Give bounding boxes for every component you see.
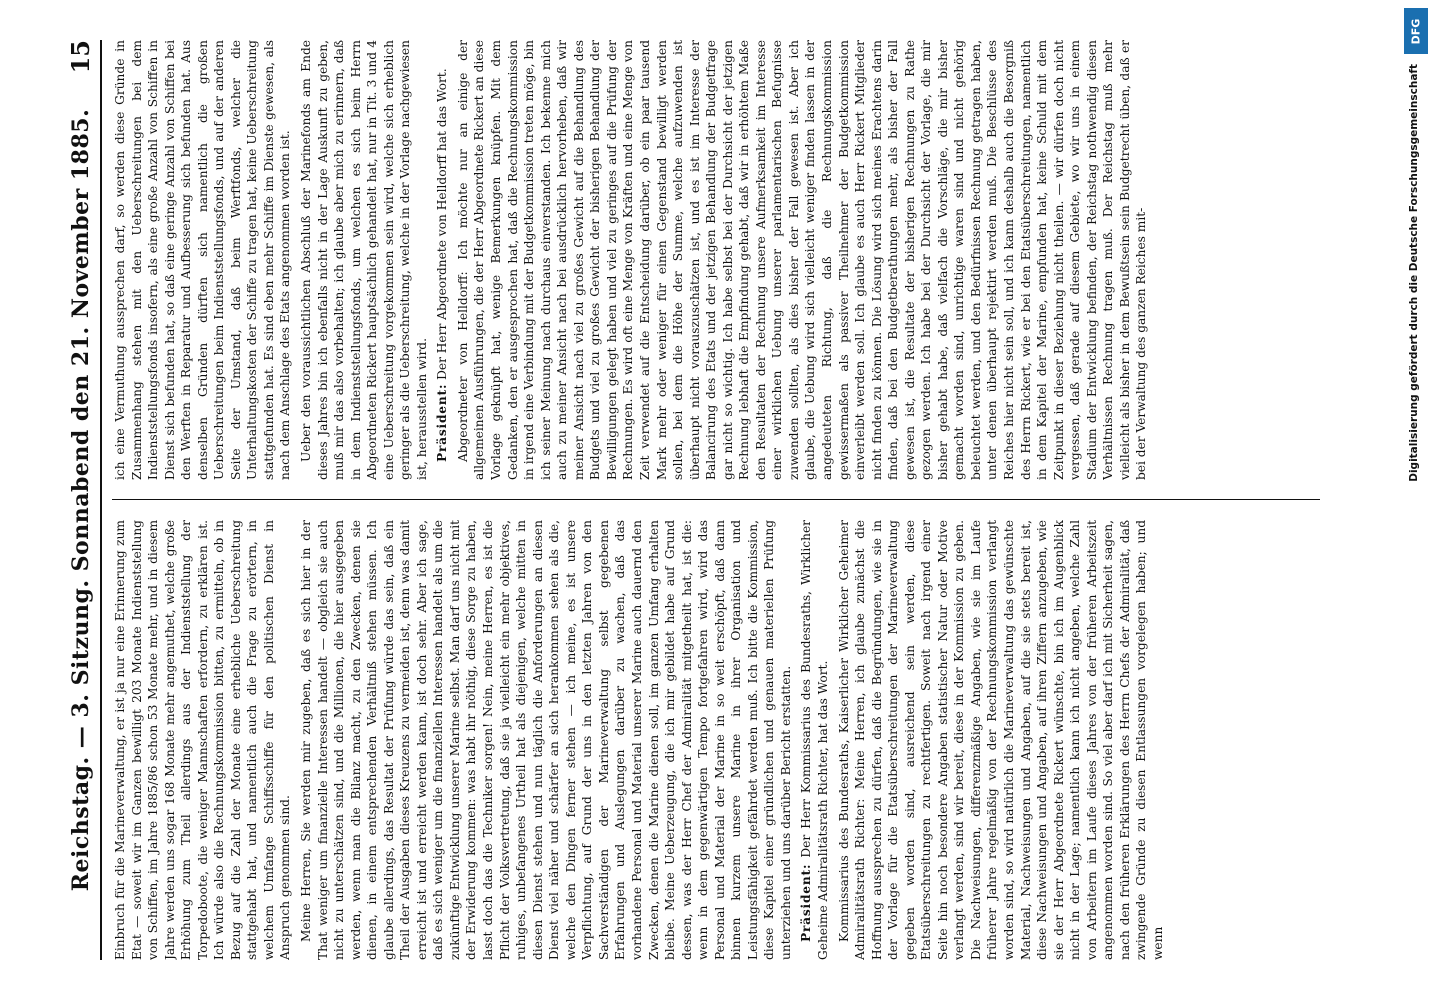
paragraph: Abgeordneter von Helldorff: Ich möchte nur an einige der allgemeinen Ausführungen, die der Herr Abgeordnete Rickert an diese Vorlage geknüpft hat, wenige Bemerkungen knüpfen. Mit dem Gedanken, den er ausgesprochen hat, daß die Rechnungskommission in irgend eine Verbindung mit der Budgetkommission treten möge, bin ich seiner Meinung nach durchaus einverstanden. Ich bekenne mich auch zu meiner Ansicht nach bei ausdrücklich hervorheben, daß wir meiner Ansicht nach viel zu großes Gewicht auf die Behandlung des Budgets und viel zu großes Gewicht der bisherigen Behandlung der Bewilligungen gelegt haben und viel zu geringes auf die Prüfung der Rechnungen. Es wird oft eine Menge von Kräften und eine Menge von Zeit verwendet auf die Entscheidung darüber, ob ein paar tausend Mark mehr oder weniger für einen Gegenstand bewilligt werden sollen, bei dem die Höhe der Summe, welche aufzuwenden ist überhaupt nicht vorauszuschätzen ist, und es ist im Interesse der Balancirung des Etats und der jetzigen Behandlung der Budgetfrage gar nicht so wichtig. Ich habe selbst bei der Durchsicht der jetzigen Rechnung lebhaft die Empfindung gehabt, daß wir in erhöhtem Maße den Resultaten der Rechnung unsere Aufmerksamkeit im Interesse einer wirklichen Uebung unserer parlamentarischen Befugnisse zuwenden sollten, als dies bisher der Fall gewesen ist. Aber ich glaube, die Uebung wird sich vielleicht weniger finden lassen in der angedeuteten Richtung, daß die Rechnungskommission gewissermaßen als passiver Theilnehmer der Budgetkommission einverleibt werden soll. Ich glaube es auch Herr Rickert Mitglieder nicht finden zu können. Die Lösung wird sich meines Erachtens darin finden, daß bei den Budgetberathungen mehr, als bisher der Fall gewesen ist, die Resultate der bisherigen Rechnungen zu Rathe gezogen werden. Ich habe bei der Durchsicht der Vorlage, die mir bisher gehabt habe, daß vielfach die Vorschläge, die mir bisher gemacht worden sind, unrichtige waren sind und nicht gehörig beleuchtet werden, und den Bedürfnissen Rechnung getragen haben, unter denen überhaupt rejektirt werden muß. Die Beschlüsse des Reiches hier nicht sein soll, und ich kann deshalb auch die Besorgniß des Herrn Rickert, wie er bei den Etatsüberschreitungen, namentlich in dem Kapitel der Marine, empfunden hat, keine Schuld mit dem Zeitpunkt in dieser Beziehung nicht theilen. — wir dürfen doch nicht vergessen, daß gerade auf diesem Gebiete, wo wir uns in einem Stadium der Entwicklung befinden, der Reichstag nothwendig diesen Verhältnissen Rechnung tragen muß. Der Reichstag muß mehr vielleicht als bisher in dem Bewußtsein sein Budgetrecht üben, daß er bei der Verwaltung des ganzen Reiches mit- [455,40,1149,480]
column-divider [112,499,1320,500]
scanned-page [20,0,1380,1000]
right-column [112,40,1320,480]
dfg-sidebar [1402,8,1430,648]
page-number: 15 [66,40,95,74]
speaker-text: Der Herr Kommissarius des Bundesraths, Wirklicher Geheime Admiralitätsrath Richter, hat das Wort. [799,520,830,960]
paragraph: Meine Herren, Sie werden mir zugeben, daß es sich hier in der That weniger um finanzielle Interessen handelt — obgleich sie auch nicht zu unterschätzen sind, und die Millionen, die hier ausgegeben werden, wenn man die Bilanz macht, zu den Zwecken, denen sie dienen, in einem entsprechenden Verhältniß stehen müssen. Ich glaube allerdings, das Resultat der Prüfung würde das sein, daß ein Theil der Ausgaben dieses Kreuzens zu vermeiden ist, denn was damit erreicht ist und erreicht werden kann, ist doch sehr. Aber ich sage, daß es sich weniger um die finanziellen Interessen handelt als um die zukünftige Entwicklung unserer Marine selbst. Man darf uns nicht mit der Erwiderung kommen: was habt ihr nöthig, diese Sorge zu haben, lasst doch das die Techniker sorgen! Nein, meine Herren, es ist die Pflicht der Volksvertretung, daß sie ja vielleicht ein mehr objektives, ruhiges, unbefangenes Urtheil hat als diejenigen, welche mitten in diesen Dienst stehen und nun täglich die Anforderungen an diesen Dienst viel näher und schärfer an sich herankommen sehen als die, welche den Dingen ferner stehen — ich meine, es ist unsere Verpflichtung, auf Grund der uns in den letzten Jahren von den Sachverständigen der Marineverwaltung selbst gegebenen Erfahrungen und Auslegungen darüber zu wachen, daß das vorhandene Personal und Material unserer Marine auch dauernd den Zwecken, denen die Marine dienen soll, im ganzen Umfang erhalten bleibe. Meine Ueberzeugung, die ich mir gebildet habe auf Grund dessen, was der Herr Chef der Admiralität mitgetheilt hat, ist die: wenn in dem gegenwärtigen Tempo fortgefahren wird, wird das Personal und Material der Marine in so weit erschöpft, daß dann binnen kurzem unsere Marine in ihrer Organisation und Leistungsfähigkeit gefährdet werden muß. Ich bitte die Kommission, diese Kapitel einer gründlichen und genauen materiellen Prüfung unterziehen und uns darüber Bericht erstatten. [299,520,793,960]
speaker-label: Präsident: [799,863,814,942]
speaker-paragraph [434,40,451,480]
dfg-caption: Digitalisierung gefördert durch die Deutsche Forschungsgemeinschaft [1408,64,1420,482]
page-header [66,40,102,960]
speaker-label: Präsident: [435,383,450,462]
paragraph: Einbruch für die Marineverwaltung, er ist ja nur eine Erinnerung zum Etat — soweit wir im Ganzen bewilligt 203 Monate Indienststellung von Schiffen, im Jahre 1885/86 schon 53 Monate mehr, und in diesem Jahre werden uns sogar 168 Monate mehr angemuthet, welche große Erhöhung zum Theil allerdings aus der Indienststellung der Torpedoboote, die weniger Mannschaften erfordern, zu erklären ist. Ich würde also die Rechnungskommission bitten, zu ermitteln, ob in Bezug auf die Zahl der Monate eine erhebliche Ueberschreitung stattgehabt hat, und namentlich auch die Frage zu erörtern, in welchem Umfange Schiffsschiffe für den politischen Dienst in Anspruch genommen sind. [113,520,293,960]
page-title: Reichstag. — 3. Sitzung. Sonnabend den 21. November 1885. [68,108,94,892]
dfg-logo: DFG [1404,8,1428,54]
speaker-paragraph [798,520,831,960]
left-column [112,520,1320,960]
speaker-text: Der Herr Abgeordnete von Helldorff hat das Wort. [435,68,450,380]
paragraph: Kommissarius des Bundesraths, Kaiserlicher Wirklicher Geheimer Admiralitätsrath Richter: Meine Herren, ich glaube zunächst die Hoffnung aussprechen zu dürfen, daß die Begründungen, wie sie in der Vorlage für die Etatsüberschreitungen der Marineverwaltung gegeben worden sind, ausreichend sein werden, diese Etatsüberschreitungen zu rechtfertigen. Soweit nach irgend einer Seite hin noch besondere Angaben statistischer Natur oder Motive verlangt werden, sind wir bereit, diese in der Kommission zu geben. Die Nachweisungen, differenzmäßige Angaben, wie sie im Laufe früherer Jahre regelmäßig von der Rechnungskommission verlangt worden sind, so wird natürlich die Marineverwaltung das gewünschte Material, Nachweisungen und Angaben, auf die sie stets bereit ist, diese Nachweisungen und Angaben, auf ihren Ziffern anzugeben, wie sie der Herr Abgeordnete Rickert wünschte, bin ich im Augenblick nicht in der Lage; namentlich kann ich nicht angeben, welche Zahl von Arbeitern im Laufe dieses Jahres von der früheren Arbeitszeit angenommen worden sind. So viel aber darf ich mit Sicherheit sagen, nach den früheren Erklärungen des Herrn Chefs der Admiralität, daß zwingende Gründe zu diesen Entlassungen vorgelegen haben; und wenn [836,520,1165,960]
paragraph: ich eine Vermuthung aussprechen darf, so werden diese Gründe in Zusammenhang stehen mit den Ueberschreitungen bei dem Indienststellungsfonds insofern, als eine große Anzahl von Schiffen in Dienst sich befunden hat, so daß eine geringe Anzahl von Schiffen bei den Werften in Reparatur und Aufbesserung sich befunden hat. Aus denselben Gründen dürften sich namentlich die großen Ueberschreitungen beim Indienststellungsfonds, und auf der anderen Seite der Umstand, daß beim Werftfonds, welcher die Unterhaltungskosten der Schiffe zu tragen hat, keine Ueberschreitung stattgefunden hat. Es sind eben mehr Schiffe im Dienste gewesen, als nach dem Anschlage des Etats angenommen worden ist. [113,40,293,480]
paragraph: Ueber den voraussichtlichen Abschluß der Marinefonds am Ende dieses Jahres bin ich ebenfalls nicht in der Lage Auskunft zu geben, muß mir das also vorbehalten; ich glaube aber mich zu erinnern, daß in dem Indienststellungsfonds, um welchen es sich beim Herrn Abgeordneten Rickert hauptsächlich gehandelt hat, nur in Tit. 3 und 4 eine Ueberschreitung vorgekommen sein wird, welche sich erheblich geringer als die Ueberschreitung, welche in der Vorlage nachgewiesen ist, herausstellen wird. [299,40,429,480]
